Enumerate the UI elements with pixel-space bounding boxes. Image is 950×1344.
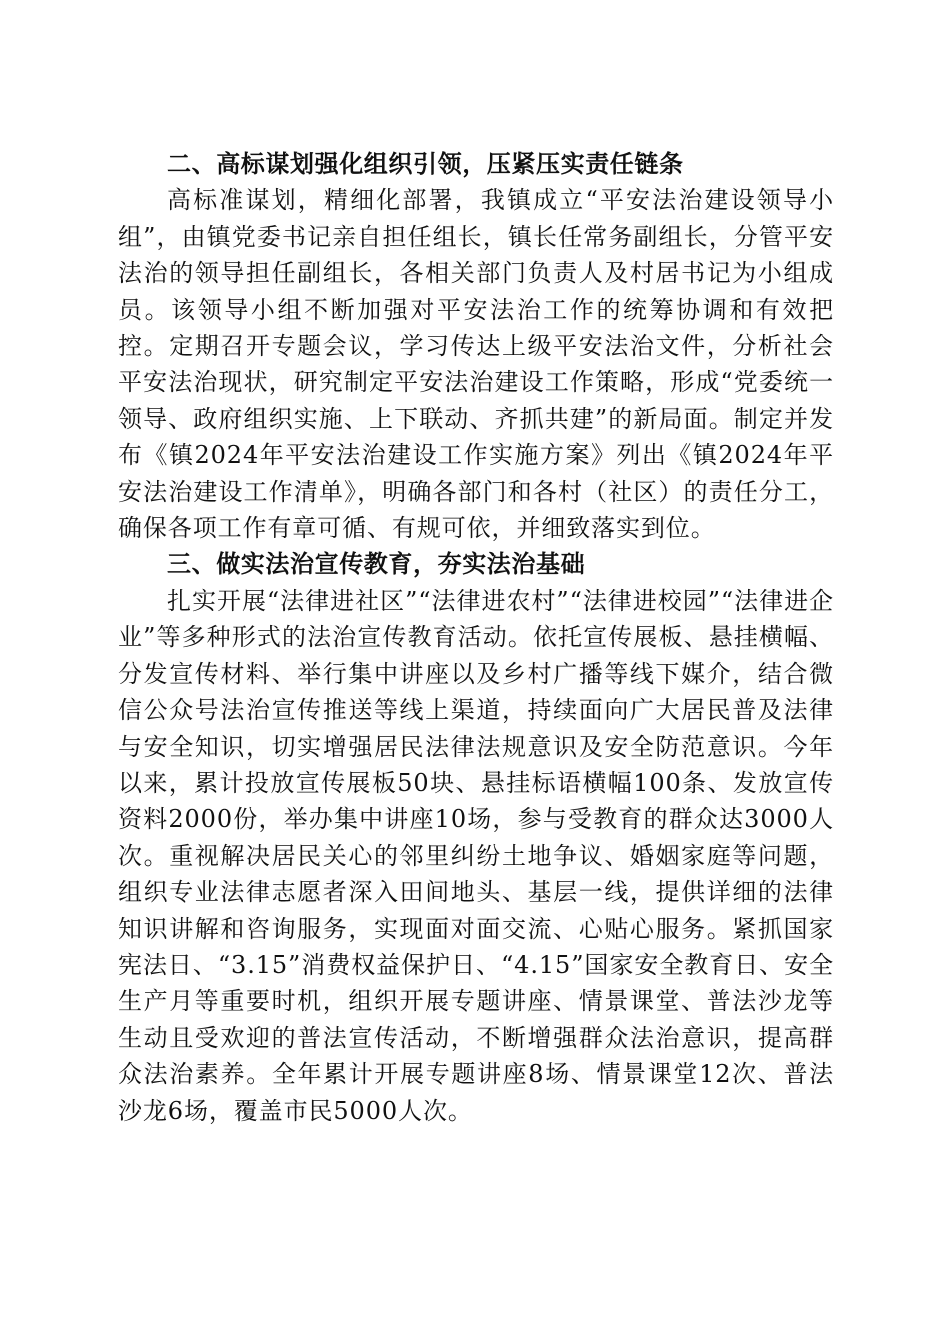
section-2-heading: 二、高标谋划强化组织引领，压紧压实责任链条 [167,150,684,178]
document-body [118,146,834,1129]
section-2-paragraph: 高标准谋划，精细化部署，我镇成立“平安法治建设领导小组”，由镇党委书记亲自担任组长，镇长任常务副组长，分管平安法治的领导担任副组长，各相关部门负责人及村居书记为小组成员。该领导小组不断加强对平安法治工作的统筹协调和有效把控。定期召开专题会议，学习传达上级平安法治文件，分析社会平安法治现状，研究制定平安法治建设工作策略，形成“党委统一领导、政府组织实施、上下联动、齐抓共建”的新局面。制定并发布《镇2024年平安法治建设工作实施方案》列出《镇2024年平安法治建设工作清单》，明确各部门和各村（社区）的责任分工，确保各项工作有章可循、有规可依，并细致落实到位。 [118,186,834,543]
section-3-paragraph: 扎实开展“法律进社区”“法律进农村”“法律进校园”“法律进企业”等多种形式的法治宣传教育活动。依托宣传展板、悬挂横幅、分发宣传材料、举行集中讲座以及乡村广播等线下媒介，结合微信公众号法治宣传推送等线上渠道，持续面向广大居民普及法律与安全知识，切实增强居民法律法规意识及安全防范意识。今年以来，累计投放宣传展板50块、悬挂标语横幅100条、发放宣传资料2000份，举办集中讲座10场，参与受教育的群众达3000人次。重视解决居民关心的邻里纠纷土地争议、婚姻家庭等问题，组织专业法律志愿者深入田间地头、基层一线，提供详细的法律知识讲解和咨询服务，实现面对面交流、心贴心服务。紧抓国家宪法日、“3.15”消费权益保护日、“4.15”国家安全教育日、安全生产月等重要时机，组织开展专题讲座、情景课堂、普法沙龙等生动且受欢迎的普法宣传活动，不断增强群众法治意识，提高群众法治素养。全年累计开展专题讲座8场、情景课堂12次、普法沙龙6场，覆盖市民5000人次。 [118,586,834,1125]
section-3-heading: 三、做实法治宣传教育，夯实法治基础 [167,550,586,579]
